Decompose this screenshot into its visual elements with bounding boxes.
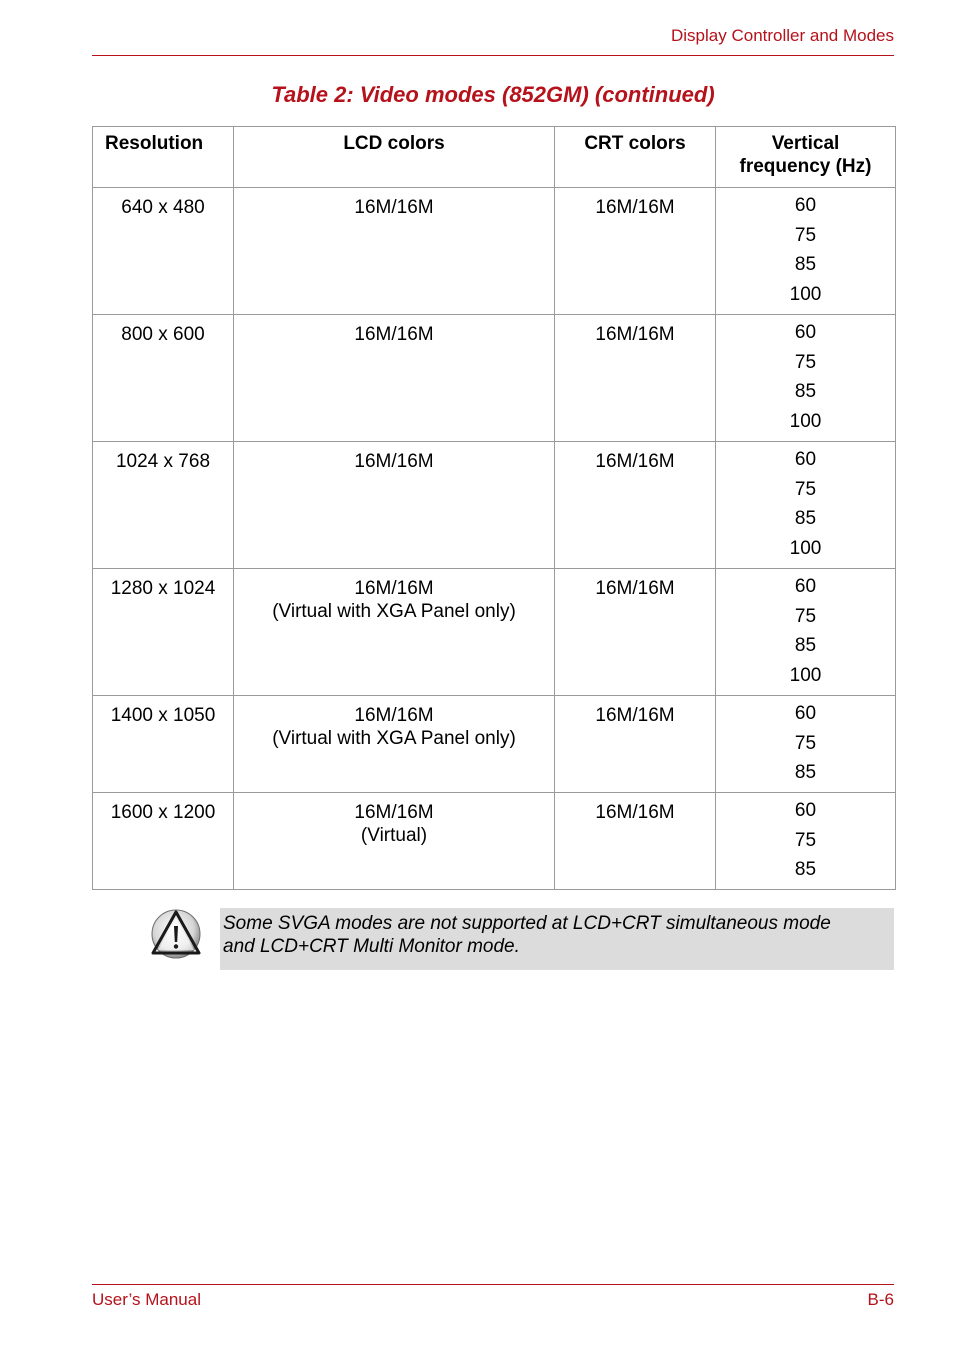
column-header-vertical-line1: Vertical bbox=[771, 133, 840, 154]
frequency-value: 75 bbox=[794, 829, 817, 851]
cell-crt-colors: 16M/16M bbox=[555, 442, 716, 569]
frequency-value: 75 bbox=[794, 605, 817, 627]
lcd-note: (Virtual with XGA Panel only) bbox=[272, 601, 516, 622]
cell-lcd-colors bbox=[234, 188, 555, 315]
frequency-value: 100 bbox=[789, 410, 822, 432]
table-row bbox=[93, 696, 896, 793]
table-row bbox=[93, 793, 896, 890]
frequency-value: 85 bbox=[794, 381, 817, 402]
lcd-note: (Virtual with XGA Panel only) bbox=[272, 728, 516, 749]
cell-resolution: 1280 x 1024 bbox=[93, 569, 234, 696]
footer-manual-title: User’s Manual bbox=[92, 1290, 201, 1309]
cell-vertical-frequency bbox=[716, 315, 896, 442]
cell-vertical-frequency bbox=[716, 188, 896, 315]
frequency-value: 60 bbox=[794, 195, 817, 216]
column-header-crt-colors: CRT colors bbox=[555, 127, 716, 188]
frequency-value: 100 bbox=[789, 664, 822, 686]
cell-crt-colors: 16M/16M bbox=[555, 569, 716, 696]
cell-vertical-frequency bbox=[716, 696, 896, 793]
lcd-value: 16M/16M bbox=[354, 802, 434, 823]
running-header: Display Controller and Modes bbox=[671, 26, 894, 45]
lcd-note: (Virtual) bbox=[360, 825, 428, 846]
footer-rule bbox=[92, 1284, 894, 1285]
column-header-vertical-line2: frequency (Hz) bbox=[739, 156, 872, 177]
table-row bbox=[93, 442, 896, 569]
frequency-value: 85 bbox=[794, 762, 817, 783]
frequency-value: 60 bbox=[794, 800, 817, 821]
lcd-value: 16M/16M bbox=[354, 324, 434, 345]
frequency-value: 60 bbox=[794, 576, 817, 597]
cell-vertical-frequency bbox=[716, 569, 896, 696]
frequency-value: 100 bbox=[789, 537, 822, 559]
footer-page-number: B-6 bbox=[867, 1290, 894, 1309]
cell-lcd-colors bbox=[234, 315, 555, 442]
table-row bbox=[93, 315, 896, 442]
column-header-vertical-frequency bbox=[716, 127, 896, 188]
note-text-line2: and LCD+CRT Multi Monitor mode. bbox=[223, 936, 520, 957]
warning-triangle-icon bbox=[150, 906, 202, 960]
cell-lcd-colors bbox=[234, 442, 555, 569]
cell-resolution: 1600 x 1200 bbox=[93, 793, 234, 890]
frequency-value: 60 bbox=[794, 703, 817, 724]
lcd-value: 16M/16M bbox=[354, 705, 434, 726]
lcd-value: 16M/16M bbox=[354, 578, 434, 599]
table-header-row bbox=[93, 127, 896, 188]
cell-crt-colors: 16M/16M bbox=[555, 696, 716, 793]
cell-resolution: 1400 x 1050 bbox=[93, 696, 234, 793]
table-row bbox=[93, 188, 896, 315]
column-header-lcd-colors: LCD colors bbox=[234, 127, 555, 188]
cell-vertical-frequency bbox=[716, 442, 896, 569]
note-box bbox=[220, 908, 894, 970]
video-modes-table bbox=[92, 126, 896, 890]
frequency-value: 85 bbox=[794, 859, 817, 880]
frequency-value: 75 bbox=[794, 351, 817, 373]
cell-lcd-colors bbox=[234, 793, 555, 890]
cell-crt-colors: 16M/16M bbox=[555, 315, 716, 442]
note-text-line1: Some SVGA modes are not supported at LCD+CRT simultaneous mode bbox=[223, 913, 831, 934]
column-header-resolution: Resolution bbox=[93, 127, 234, 188]
cell-lcd-colors bbox=[234, 696, 555, 793]
cell-vertical-frequency bbox=[716, 793, 896, 890]
cell-resolution: 800 x 600 bbox=[93, 315, 234, 442]
frequency-value: 85 bbox=[794, 508, 817, 529]
cell-crt-colors: 16M/16M bbox=[555, 793, 716, 890]
cell-resolution: 1024 x 768 bbox=[93, 442, 234, 569]
lcd-value: 16M/16M bbox=[354, 197, 434, 218]
frequency-value: 75 bbox=[794, 224, 817, 246]
cell-lcd-colors bbox=[234, 569, 555, 696]
frequency-value: 85 bbox=[794, 635, 817, 656]
header-rule bbox=[92, 55, 894, 56]
frequency-value: 85 bbox=[794, 254, 817, 275]
lcd-value: 16M/16M bbox=[354, 451, 434, 472]
frequency-value: 60 bbox=[794, 449, 817, 470]
cell-crt-colors: 16M/16M bbox=[555, 188, 716, 315]
frequency-value: 60 bbox=[794, 322, 817, 343]
frequency-value: 100 bbox=[789, 283, 822, 305]
frequency-value: 75 bbox=[794, 732, 817, 754]
cell-resolution: 640 x 480 bbox=[93, 188, 234, 315]
frequency-value: 75 bbox=[794, 478, 817, 500]
table-row bbox=[93, 569, 896, 696]
table-title: Table 2: Video modes (852GM) (continued) bbox=[271, 82, 715, 107]
